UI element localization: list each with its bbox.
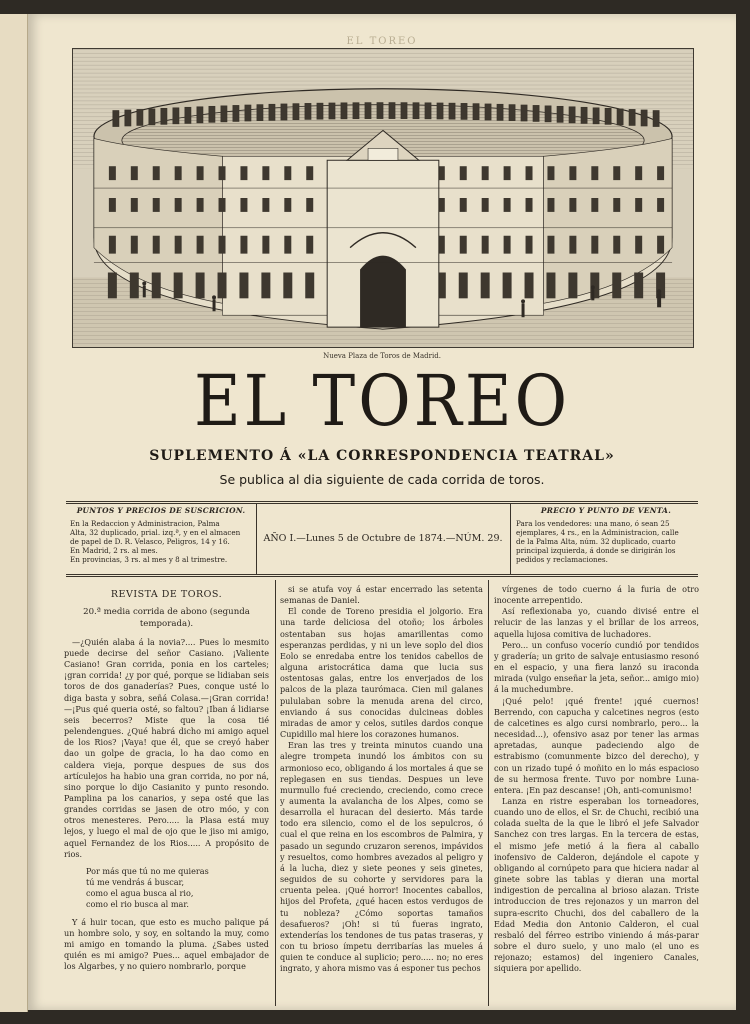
header-divider-left: [256, 504, 257, 574]
article-paragraph: Lanza en ristre esperaban los torneadores, cuando uno de ellos, el Sr. de Chuchi, recibió una colada suelta de la que le libró el jefe Salvador Sanchez con tres largas. En la tercera de estas, el mismo jefe metió á la fiera al caballo inofensivo de Calderon, dejándole el capote y obligando al cornúpeto para que hiciera nadar al ginete sobre las tablas y dieran una mortal indigestion de percalina al brioso alazan. Triste introduccion de tres rejonazos y un marron del supra-escrito Chuchi, dos del caballero de la Edad Media don Antonio Calderon, el cual resbaló del férreo estribo viniendo á más-parar sobre el duro suelo, y uno malo (el uno es rejonazo; estamos) del ingeniero Canales, siquiera por apellido.: [494, 795, 699, 974]
article-subtitle: 20.ª media corrida de abono (segunda temporada).: [83, 607, 250, 629]
article-column-2: [280, 584, 483, 1006]
article-paragraph: Y á huir tocan, que esto es mucho palique pá un hombre solo, y soy, en soltando la muy, como mi amigo en tomando la pluma. ¿Sabes usted quién es mi amigo? Pues... aquel embajador de los Algarbes, y no quiero nombrarlo, porque: [64, 916, 269, 972]
facing-page-edge: [0, 14, 28, 1012]
header-rule-bottom: [66, 574, 698, 577]
article-paragraph: El conde de Toreno presidia el jolgorio. Era una tarde deliciosa del otoño; los árboles ostentaban sus hojas amarillentas como esperanzas perdidas, y ni un leve soplo del dios Eolo se enredaba entre los tenidos cabellos de alguna aristocrática dama que lucia sus ostentosas galas, entre los enverjados de los palcos de la plaza taurómaca. Cien mil galanes pululaban sobre la menuda arena del circo, enviando á sus conocidas dulcineas dobles miradas de amor y celos, sutiles dardos conque Cupidillo mal hiere los corazones humanos.: [280, 606, 483, 740]
supplement-line: SUPLEMENTO Á «LA CORRESPONDENCIA TEATRAL»: [149, 448, 615, 464]
sale-line: pedidos y reclamaciones.: [516, 555, 608, 565]
column-divider-1: [275, 580, 276, 1006]
article-column-3: [494, 584, 699, 1006]
header-rule-top: [66, 501, 698, 504]
subscription-line: Alta, 32 duplicado, prial. izq.ª, y en el almacen: [70, 528, 241, 538]
article-paragraph: ¡Qué pelo! ¡qué frente! ¡qué cuernos! Berrendo, con capucha y calcetines negros (esto de calcetines es algo cursi nombrarlo, pero... la necesidad...), ofensivo asaz por tener las armas apretadas, aunque padeciendo algo de estrabismo (comunmente bizco del derecho), y con un rizado tupé ó moñito en lo más espacioso de su hermosa frente. Tuvo por nombre Luna-entera. ¡En paz descanse! ¡Oh, anti-comunismo!: [494, 695, 699, 795]
engraving-caption: Nueva Plaza de Toros de Madrid.: [323, 352, 441, 360]
article-paragraph: Eran las tres y treinta minutos cuando una alegre trompeta inundó los ámbitos con su armonioso eco, obligando á los mortales á que se replegasen en sus tiendas. Despues un leve murmullo fué creciendo, creciendo, como crece y aumenta la avalancha de los Alpes, como se desarrolla el huracan del desierto. Más tarde todo era silencio, como el de los sepulcros, ó cual el que reina en los escombros de Palmira, y pasado un segundo cruzaron serenos, impávidos y resueltos, como hombres avezados al peligro y á la lucha, diez y siete peones y seis ginetes, seguidos de su cohorte y servidores para la cruenta pelea. ¡Qué horror! Inocentes caballos, hijos del Profeta, ¿qué hacen estos verdugos de tu nobleza? ¿Cómo soportas tamaños desafueros? ¡Oh! si tú fueras ingrato, extenderías los tendones de tus patas traseras, y con tu brioso ímpetu derribarías las mueles á quien te conduce al suplicio; pero..... no; no eres ingrato, y ahora mismo vas á esponer tus pechos: [280, 740, 483, 974]
subscription-line: de papel de D. R. Velasco, Peligros, 14 y 16.: [70, 537, 230, 547]
bullring-engraving: [72, 48, 694, 348]
bullring-illustration: [73, 49, 693, 347]
column-divider-2: [488, 580, 489, 1006]
article-paragraph: Así reflexionaba yo, cuando divisé entre el relucir de las lanzas y el brillar de los arreos, aquella lujosa comitiva de luchadores.: [494, 606, 699, 639]
sale-line: Para los vendedores: una mano, ó sean 25: [516, 519, 670, 529]
article-column-1: [64, 584, 269, 1006]
sale-line: de la Palma Alta, núm. 32 duplicado, cuarto: [516, 537, 676, 547]
sale-line: principal izquierda, á donde se dirigirán los: [516, 546, 676, 556]
subscription-line: En la Redaccion y Administracion, Palma: [70, 519, 220, 529]
running-head: EL TOREO: [346, 36, 418, 47]
sale-heading: PRECIO Y PUNTO DE VENTA.: [540, 506, 672, 515]
header-divider-right: [510, 504, 511, 574]
subscription-box: [70, 506, 252, 572]
newspaper-page: [28, 14, 736, 1010]
verse-line: como el agua busca al rio,: [86, 888, 194, 899]
issue-info: AÑO I.—Lunes 5 de Octubre de 1874.—NÚM. 29.: [263, 533, 503, 544]
article-paragraph: Pero... un confuso vocerío cundió por tendidos y gradería; un grito de salvaje entusiasmo resonó en el espacio, y una fiera lanzó su iraconda mirada (vulgo enseñar la jeta, señor... amigo mio) á la muchedumbre.: [494, 639, 699, 695]
verse-line: tú me vendrás á buscar,: [86, 877, 185, 888]
article-title: REVISTA DE TOROS.: [110, 589, 223, 600]
article-paragraph: —¿Quién alaba á la novia?.... Pues lo mesmito puede decirse del señor Casiano. ¡Valiente Casiano! Gran corrida, ponia en los carteles; ¡gran corrida! ¿y por qué, porque se lidiaban seis toros de dos ganaderías? Pues, conque usté lo diga basta y sobra, señá Colasa.—¡Gran corrida!—¡Pus qué queria osté, so faltou? ¡Iban á lidiarse seis becerros? Miste que la cosa tié pelendengues. ¿Qué habrá dicho mi amigo aquel de los Rios? ¡Vaya! que él, que se creyó haber dao un golpe de gracia, lo ha dao como en caldera vieja, porque despues de sus dos artículejos ha habio una gran corrida, no por ná, sino porque lo dijo Casianito y punto resondo. Pamplina pa los canarios, y sepa osté que las grandes corridas se jasen de otro móo, y con otros menesteres. Pero..... la Plasa está muy lejos, y luego el mal de ojo que le jiso mi amigo, aquel Fernandez de los Rios..... A propósito de rios.: [64, 636, 269, 859]
subscription-line: En provincias, 3 rs. al mes y 8 al trimestre.: [70, 555, 228, 565]
article-verse: [64, 866, 269, 911]
verse-line: Por más que tú no me quieras: [86, 865, 209, 876]
article-paragraph: si se atufa voy á estar encerrado las setenta semanas de Daniel.: [280, 584, 483, 606]
publication-note: Se publica al dia siguiente de cada corrida de toros.: [219, 472, 545, 487]
masthead-title: EL TOREO: [193, 361, 571, 443]
sale-line: ejemplares, 4 rs., en la Administracion, calle: [516, 528, 679, 538]
verse-line: como el rio busca al mar.: [86, 899, 189, 910]
article-paragraph: vírgenes de todo cuerno á la furia de otro inocente arrepentido.: [494, 584, 699, 606]
subscription-line: En Madrid, 2 rs. al mes.: [70, 546, 158, 556]
subscription-heading: PUNTOS Y PRECIOS DE SUSCRICION.: [76, 506, 246, 515]
sale-box: [516, 506, 696, 572]
